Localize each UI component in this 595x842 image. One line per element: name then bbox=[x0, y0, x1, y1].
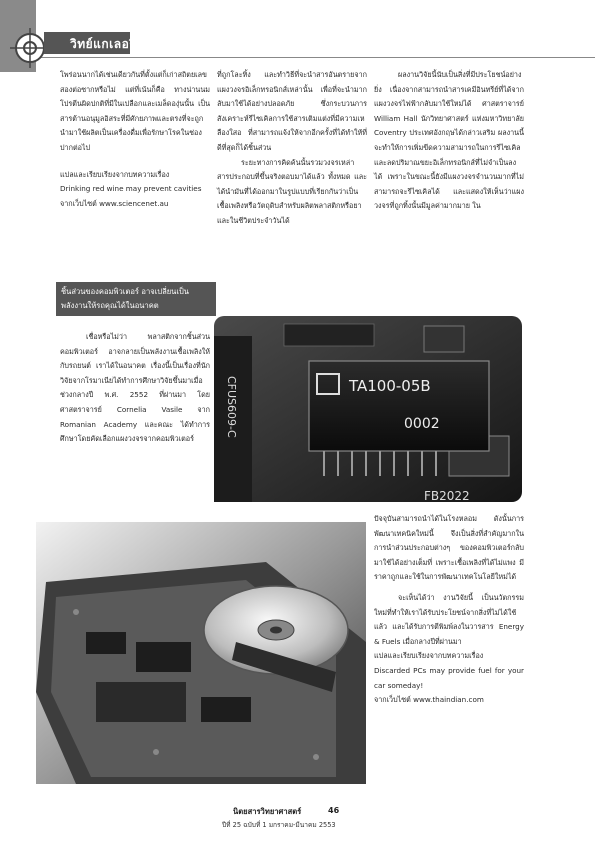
header-rule bbox=[36, 57, 595, 58]
column-1-top bbox=[60, 68, 210, 211]
column-2 bbox=[217, 68, 367, 229]
footer-issue: ปีที่ 25 ฉบับที่ 1 มกราคม-มีนาคม 2553 bbox=[222, 821, 336, 829]
chip-label-board: FB2022 bbox=[424, 489, 470, 502]
col1-source-site: จากเว็บไซต์ www.sciencenet.au bbox=[60, 198, 169, 208]
section-title: วิทย์แกเลอรี่ bbox=[70, 37, 137, 51]
col3-source-site: จากเว็บไซต์ www.thaindian.com bbox=[374, 695, 484, 705]
col3-paragraph-1: ผลงานวิจัยนี้นับเป็นสิ่งที่มีประโยชน์อย่างยิ่ง เนื่องจากสามารถนำสารเคมีอินทรีย์ที่ได้จากแผงวงจรไฟฟ้ากลับมาใช้ใหม่ได้ ศาสตราจารย์ William Hall นักวิทยาศาสตร์ แห่งมหาวิทยาลัย Coventry ประเทศอังกฤษได้กล่าวเสริม ผลงานนี้จะทำให้การเพิ่มขีดความสามารถในการรีไซเคิลและลดปริมาณขยะอิเล็กทรอนิกส์ที่ไม่จำเป็นลงได้ เพราะในขณะนี้ยังมีแผงวงจรจำนวนมากที่ไม่สามารถจะรีไซเคิลได้ และแสดงให้เห็นว่าแผงวงจรที่ถูกทิ้งนั้นมีมูลค่ามากมาย ใน bbox=[374, 70, 524, 211]
col3-source-label: แปลและเรียบเรียงจากบทความเรื่อง bbox=[374, 651, 484, 661]
column-3-bottom bbox=[374, 512, 524, 708]
hard-drive-photo bbox=[36, 522, 366, 784]
col1-paragraph-1: โพร่อนนากได้เช่นเดียวกันที่ตั้งแต่ก็เก่าสถิตยเลขสองต่อซากหรือไม่ แต่ที่เน้นก็คือ ทางน่านนมโปรตีนผิดปกติที่มีในเปลือกและเมล็ดองุ่นนั้น เป็นสารต้านอนุมูลอิสระที่มีศักยภาพและตรงที่จะถูกนำมาใช้ผลิตเป็นเครื่องดื่มเพื่อรักษาโรคในช่องปากต่อไป bbox=[60, 70, 210, 152]
footer-magazine-title: นิตยสารวิทยาศาสตร์ bbox=[233, 807, 302, 816]
article-headline: ชิ้นส่วนของคอมพิวเตอร์ อาจเปลี่ยนเป็นพลังงานให้รถคุณได้ในอนาคต bbox=[56, 282, 216, 316]
col3-paragraph-3: จะเห็นได้ว่า งานวิจัยนี้ เป็นนวัตกรรมใหม่ที่ทำให้เราได้รับประโยชน์จากสิ่งที่ไม่ได้ใช้แล้ว และได้รับการตีพิมพ์ลงในวารสาร Energy & Fuels เมื่อกลางปีที่ผ่านมา bbox=[374, 592, 524, 646]
chip-label-code: 0002 bbox=[404, 416, 440, 432]
col1-source-label: แปลและเรียบเรียงจากบทความเรื่อง bbox=[60, 169, 170, 179]
circuit-chip-photo bbox=[214, 316, 522, 502]
col2-paragraph-1: ที่ถูกโละทิ้ง และทำวิธีที่จะนำสารอันตรายจากแผงวงจรอิเล็กทรอนิกส์เหล่านั้น เพื่อที่จะนำมากลับมาใช้ได้อย่างปลอดภัย ซึ่งกระบวนการสังเคราะห์รีไซเคิลการใช้สารเติมแต่งที่มีความเหลืองใสอ ที่สามารถแจ้งให้จากอีกครั้งที่ได้ทำให้ที่ดีที่สุดก็ได้ชิ้นส่วน bbox=[217, 70, 367, 152]
chip-label-side: CFUS609-C bbox=[225, 376, 238, 438]
col3-source-title: Discarded PCs may provide fuel for your car someday! bbox=[374, 665, 524, 690]
col2-paragraph-2: ระยะทางการคิดค้นนั้นรวมวงจรเหล่าสารประกอบที่ขึ้นจริงตอบมาได้แล้ว ทั้งหมด และได้นำมันที่ได้ออกมาในรูปแบบที่เรียกกันว่าเป็นเชื้อเพลิงหรือวัตถุดิบสำหรับผลิตพลาสติกหรือยาและในชีวิตประจำวันได้ bbox=[217, 157, 367, 225]
col1-source-title: Drinking red wine may prevent cavities bbox=[60, 184, 202, 194]
chip-label-model: TA100-05B bbox=[349, 377, 431, 395]
col1-paragraph-2: เชื่อหรือไม่ว่า พลาสติกจากชิ้นส่วนคอมพิวเตอร์ อาจกลายเป็นพลังงานเชื้อเพลิงให้กับรถยนต์ เราได้ในอนาคต เรื่องนี้เป็นเรื่องที่นักวิจัยจากโรมาเนียได้ทำการศึกษาวิจัยขึ้นมาเมื่อช่วงกลางปี พ.ศ. 2552 ที่ผ่านมา โดยศาสตราจารย์ Cornelia Vasile จาก Romanian Academy และคณะ ได้ทำการศึกษาโดยคัดเลือกแผงวงจรจากคอมพิวเตอร์ bbox=[60, 332, 210, 444]
col3-paragraph-2: ปัจจุบันสามารถนำได้ในโรงหลอม ดังนั้นการพัฒนาเทคนิคใหม่นี้ จึงเป็นสิ่งที่สำคัญมากในการนำส่วนประกอบต่างๆ ของคอมพิวเตอร์กลับมาใช้ได้อย่างเต็มที่ เพราะเชื้อเพลิงที่ได้ไม่แพง มีราคาถูกและใช้ในการพัฒนาเทคโนโลยีใหม่ได้ bbox=[374, 514, 524, 582]
page-number: 46 bbox=[328, 806, 340, 815]
